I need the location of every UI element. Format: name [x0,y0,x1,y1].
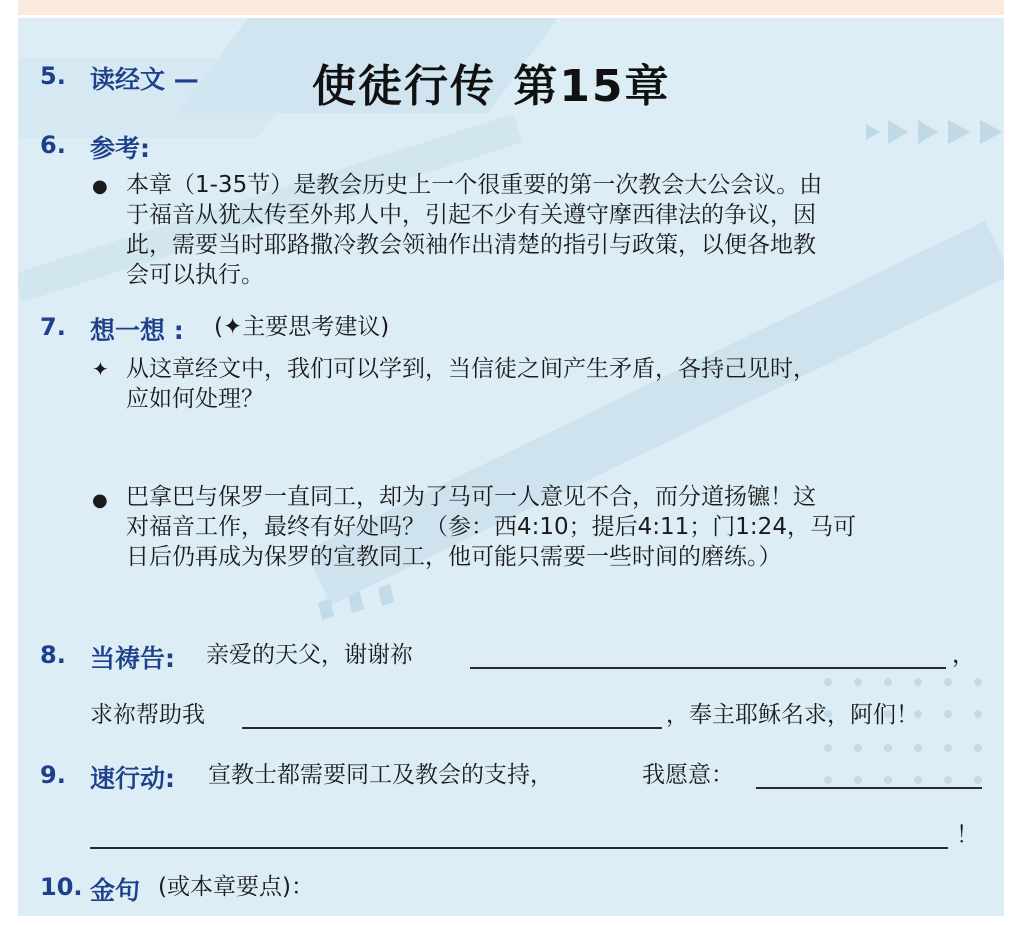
prayer-blank-2[interactable] [242,727,662,729]
section-8-label: 当祷告: [90,644,175,673]
question-1-line: 从这章经文中，我们可以学到，当信徒之间产生矛盾，各持己见时， [126,356,816,382]
section-9-label: 速行动: [90,764,175,793]
section-10-note: (或本章要点)： [158,874,314,900]
section-7-label: 想一想 : [90,316,184,345]
prayer-text-2: 求祢帮助我 [90,702,205,728]
reference-line: 此，需要当时耶路撒冷教会领袖作出清楚的指引与政策，以便各地教 [126,232,816,258]
action-exclaim: ！ [956,822,979,848]
bullet-dot-icon: ● [92,490,108,511]
section-9-number: 9. [40,761,66,789]
prayer-ending: ，奉主耶稣名求，阿们！ [666,702,919,728]
triangle-decoration [866,120,1002,144]
top-strip [18,0,1004,15]
section-7-number: 7. [40,313,66,341]
chapter-title: 使徒行传 第15章 [312,61,671,112]
action-text: 宣教士都需要同工及教会的支持， [208,762,553,788]
question-2-line: 对福音工作，最终有好处吗？（参：西4:10；提后4:11；门1:24，马可 [126,514,856,540]
section-10-label: 金句 [90,876,141,905]
action-willing: 我愿意： [642,762,734,788]
action-blank-1[interactable] [756,787,982,789]
star-icon: ✦ [92,357,109,381]
prayer-blank-1[interactable] [470,667,946,669]
prayer-text-1: 亲爱的天父，谢谢祢 [206,642,413,668]
question-2-line: 日后仍再成为保罗的宣教同工，他可能只需要一些时间的磨练。） [126,544,782,570]
prayer-comma: ， [952,642,975,668]
reference-line: 于福音从犹太传至外邦人中，引起不少有关遵守摩西律法的争议，因 [126,202,816,228]
section-5-label: 读经文 — [90,65,199,94]
dots-decoration [318,584,982,784]
section-6-label: 参考: [90,134,150,163]
section-8-number: 8. [40,641,66,669]
question-2-line: 巴拿巴与保罗一直同工，却为了马可一人意见不合，而分道扬镳！这 [126,484,816,510]
section-5-number: 5. [40,62,66,90]
bullet-dot-icon: ● [92,176,108,197]
reference-line: 本章（1-35节）是教会历史上一个很重要的第一次教会大公会议。由 [126,172,823,198]
question-1-line: 应如何处理？ [126,386,264,412]
action-blank-2[interactable] [90,847,948,849]
section-7-note: (✦主要思考建议) [214,314,390,340]
section-6-number: 6. [40,131,66,159]
reference-line: 会可以执行。 [126,262,264,288]
section-10-number: 10. [40,873,83,901]
